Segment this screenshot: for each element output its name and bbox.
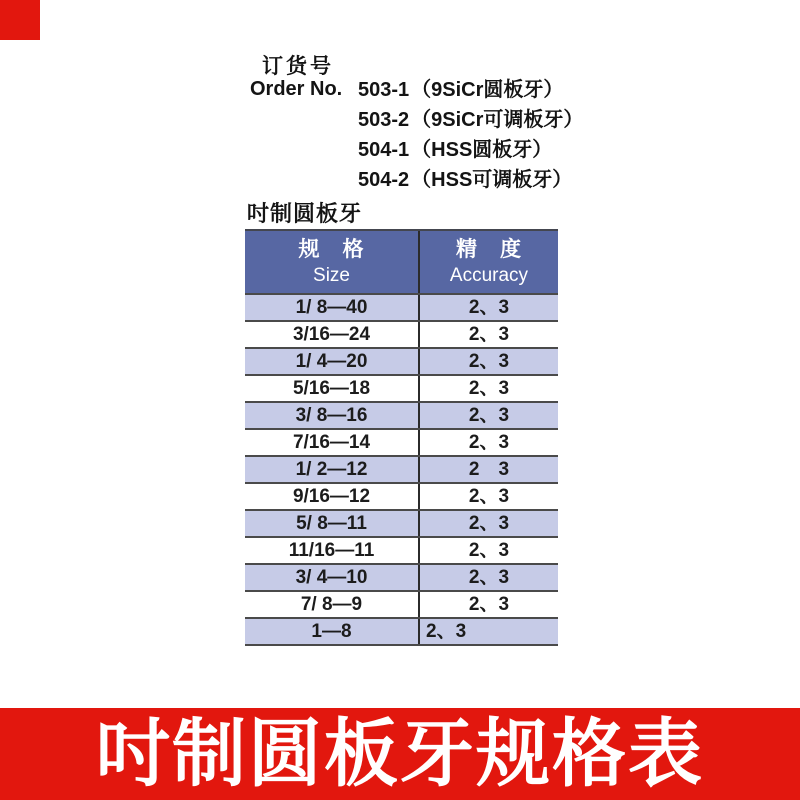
table-row	[245, 509, 558, 536]
size-cell: 5/16—18	[292, 378, 371, 399]
accuracy-cell: 2、3	[418, 592, 558, 617]
table-row	[245, 293, 558, 320]
order-heading-cn: 订货号	[262, 55, 334, 78]
corner-accent-square	[0, 0, 40, 40]
accuracy-cell: 2、3	[418, 484, 558, 509]
size-cell: 7/16—14	[292, 432, 371, 453]
accuracy-cell: 2 3	[418, 457, 558, 482]
accuracy-cell: 2、3	[418, 349, 558, 374]
spec-table	[245, 229, 558, 646]
accuracy-cell: 2、3	[418, 430, 558, 455]
accuracy-cell: 2、3	[418, 322, 558, 347]
table-row	[245, 374, 558, 401]
table-header-row	[245, 229, 558, 293]
size-cell: 3/16—24	[292, 324, 371, 345]
order-item-code: 503-1	[358, 79, 410, 101]
table-header-accuracy	[418, 231, 558, 293]
order-item-desc: （HSS可调板牙）	[411, 169, 573, 191]
size-cell: 1/ 2—12	[295, 459, 368, 480]
size-cell: 7/ 8—9	[300, 594, 363, 615]
size-cell: 5/ 8—11	[296, 513, 367, 534]
order-item	[358, 78, 583, 108]
order-item	[358, 168, 583, 198]
accuracy-cell: 2、3	[418, 295, 558, 320]
table-body	[245, 293, 558, 646]
table-row	[245, 428, 558, 455]
table-row	[245, 401, 558, 428]
table-row	[245, 617, 558, 644]
bottom-banner	[0, 708, 800, 800]
order-label-en: Order No.	[250, 78, 343, 100]
table-header-size-cn: 规 格	[298, 238, 365, 261]
banner-title: 吋制圆板牙规格表	[96, 712, 704, 795]
size-cell: 9/16—12	[292, 486, 371, 507]
order-item-desc: （9SiCr圆板牙）	[411, 79, 564, 101]
table-row	[245, 347, 558, 374]
size-cell: 11/16—11	[288, 540, 375, 561]
order-item-desc: （HSS圆板牙）	[411, 139, 553, 161]
order-item-code: 504-1	[358, 139, 410, 161]
accuracy-cell: 2、3	[418, 619, 558, 644]
table-header-accuracy-cn: 精 度	[456, 238, 522, 261]
accuracy-cell: 2、3	[418, 376, 558, 401]
accuracy-cell: 2、3	[418, 538, 558, 563]
size-cell: 1/ 8—40	[295, 297, 368, 318]
table-header-accuracy-en: Accuracy	[449, 265, 529, 286]
size-cell: 1—8	[311, 621, 352, 642]
size-cell: 3/ 8—16	[295, 405, 368, 426]
order-item-code: 504-2	[358, 169, 410, 191]
accuracy-cell: 2、3	[418, 565, 558, 590]
table-header-size-en: Size	[313, 265, 350, 286]
order-item	[358, 138, 583, 168]
order-item-list	[358, 78, 583, 198]
table-row	[245, 320, 558, 347]
table-row	[245, 563, 558, 590]
size-cell: 1/ 4—20	[295, 351, 368, 372]
size-cell: 3/ 4—10	[295, 567, 368, 588]
order-item-code: 503-2	[358, 109, 410, 131]
table-row	[245, 455, 558, 482]
table-header-size	[245, 231, 418, 293]
section-title: 吋制圆板牙	[247, 201, 363, 226]
accuracy-cell: 2、3	[418, 403, 558, 428]
accuracy-cell: 2、3	[418, 511, 558, 536]
table-row	[245, 590, 558, 617]
order-item-desc: （9SiCr可调板牙）	[411, 109, 584, 131]
table-row	[245, 482, 558, 509]
table-row	[245, 536, 558, 563]
order-item	[358, 108, 583, 138]
